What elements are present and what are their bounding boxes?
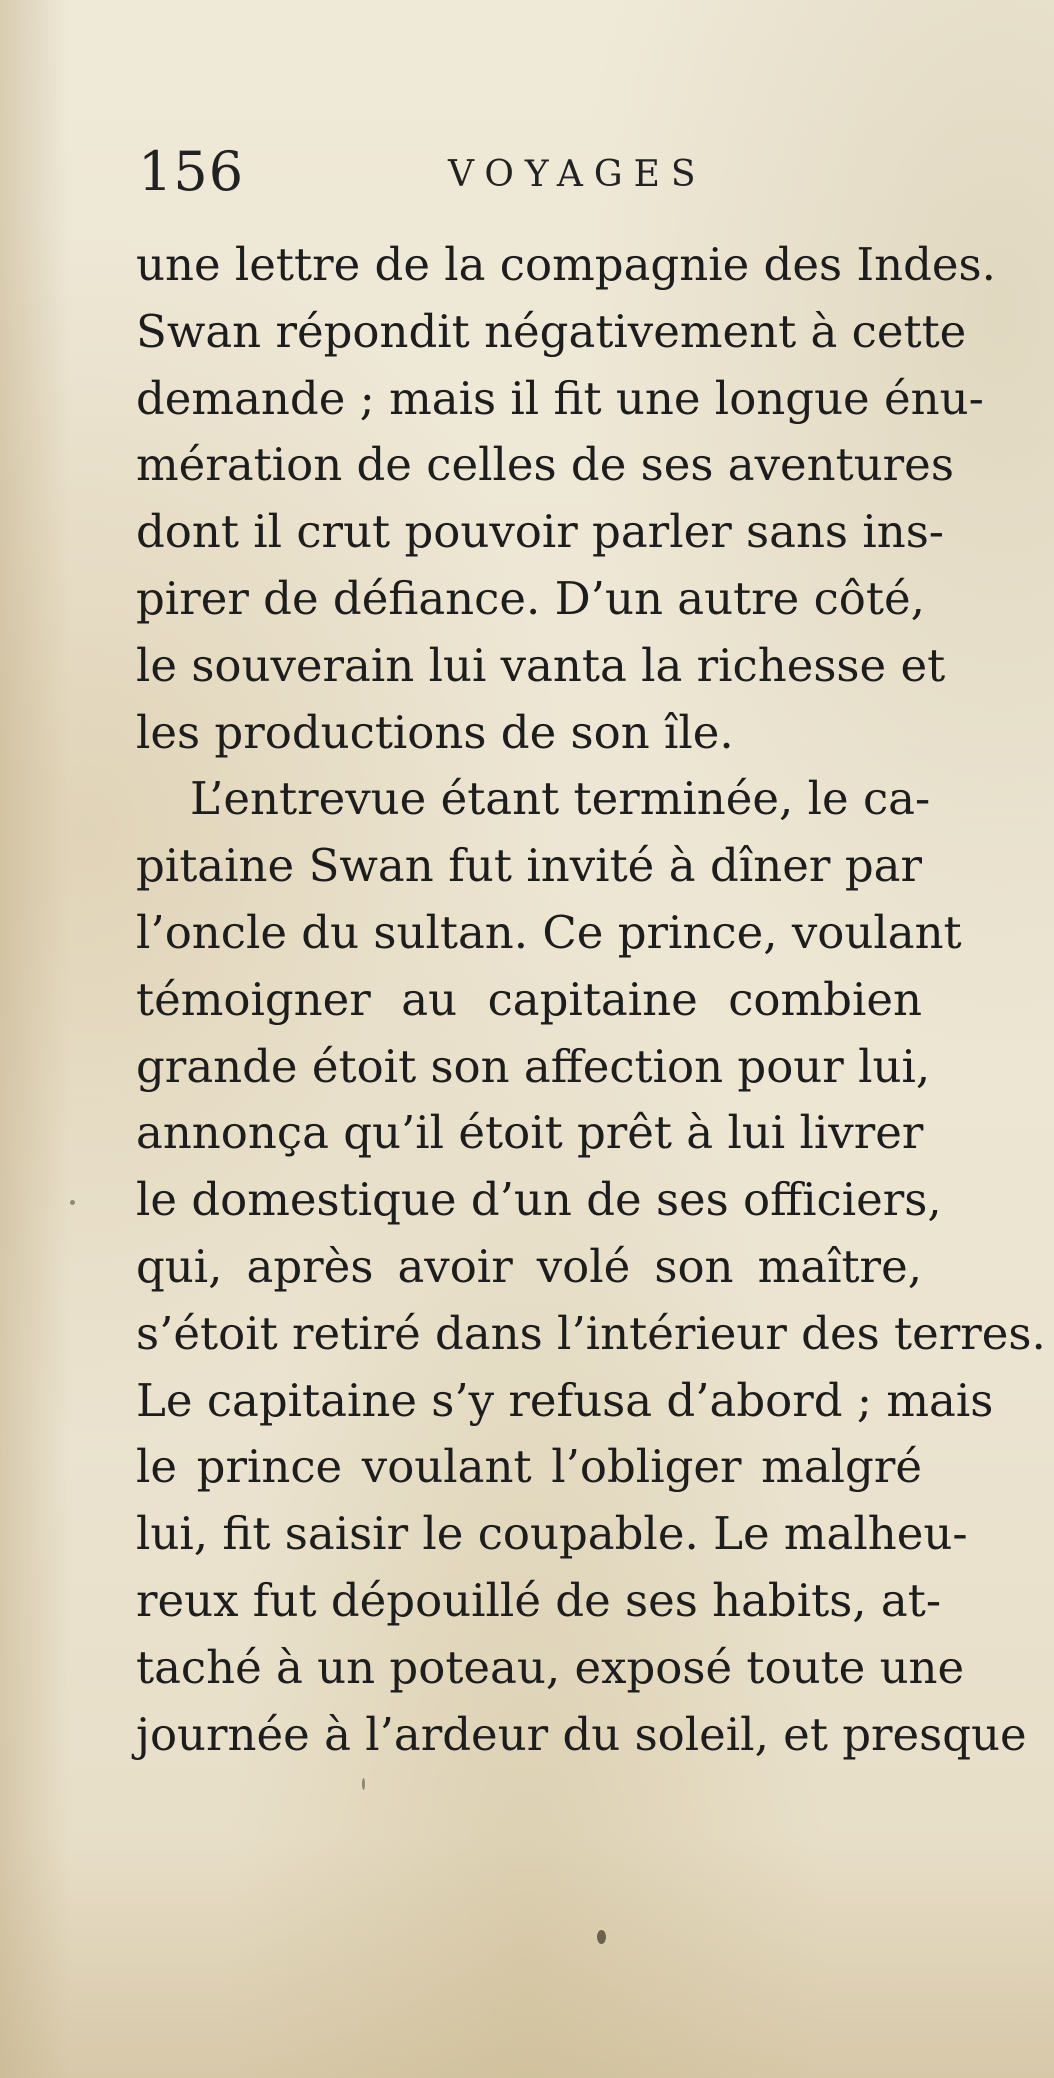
text-line: les productions de son île. (136, 705, 734, 759)
text-line: pirer de défiance. D’un autre côté, (136, 571, 925, 625)
running-head: VOYAGES (448, 154, 707, 195)
page-number: 156 (138, 140, 245, 203)
ink-speck (597, 1930, 606, 1944)
text-line-paragraph-start: L’entrevue étant terminée, le ca- (190, 772, 931, 826)
text-line: grande étoit son affection pour lui, (136, 1039, 931, 1093)
text-line: journée à l’ardeur du soleil, et presque (136, 1707, 1027, 1761)
page-shadow-bottom (0, 1838, 1054, 2078)
page-header (138, 140, 898, 210)
text-line: une lettre de la compagnie des Indes. (136, 238, 996, 291)
ink-speck (70, 1200, 75, 1205)
text-line: l’oncle du sultan. Ce prince, voulant (136, 905, 962, 959)
text-line: dont il crut pouvoir parler sans ins- (136, 505, 945, 559)
text-line: témoigner au capitaine combien (136, 972, 922, 1026)
text-line: demande ; mais il fit une longue énu- (136, 371, 984, 425)
text-line: lui, fit saisir le coupable. Le malheu- (136, 1507, 968, 1561)
text-line: annonça qu’il étoit prêt à lui livrer (136, 1106, 924, 1160)
text-line: le domestique d’un de ses officiers, (136, 1173, 942, 1227)
page-shadow-left (0, 0, 70, 2078)
text-line: le souverain lui vanta la richesse et (136, 638, 946, 692)
text-line: pitaine Swan fut invité à dîner par (136, 839, 922, 893)
text-line: Swan répondit négativement à cette (136, 304, 967, 358)
body-text (136, 232, 1046, 1768)
text-line: le prince voulant l’obliger malgré (136, 1440, 922, 1494)
text-line: mération de celles de ses aventures (136, 438, 954, 492)
text-line: reux fut dépouillé de ses habits, at- (136, 1573, 942, 1627)
ink-speck (362, 1778, 365, 1790)
text-line: taché à un poteau, exposé toute une (136, 1640, 965, 1694)
text-line: Le capitaine s’y refusa d’abord ; mais (136, 1373, 994, 1427)
text-line: qui, après avoir volé son maître, (136, 1239, 922, 1293)
text-line: s’étoit retiré dans l’intérieur des terres. (136, 1306, 1046, 1360)
